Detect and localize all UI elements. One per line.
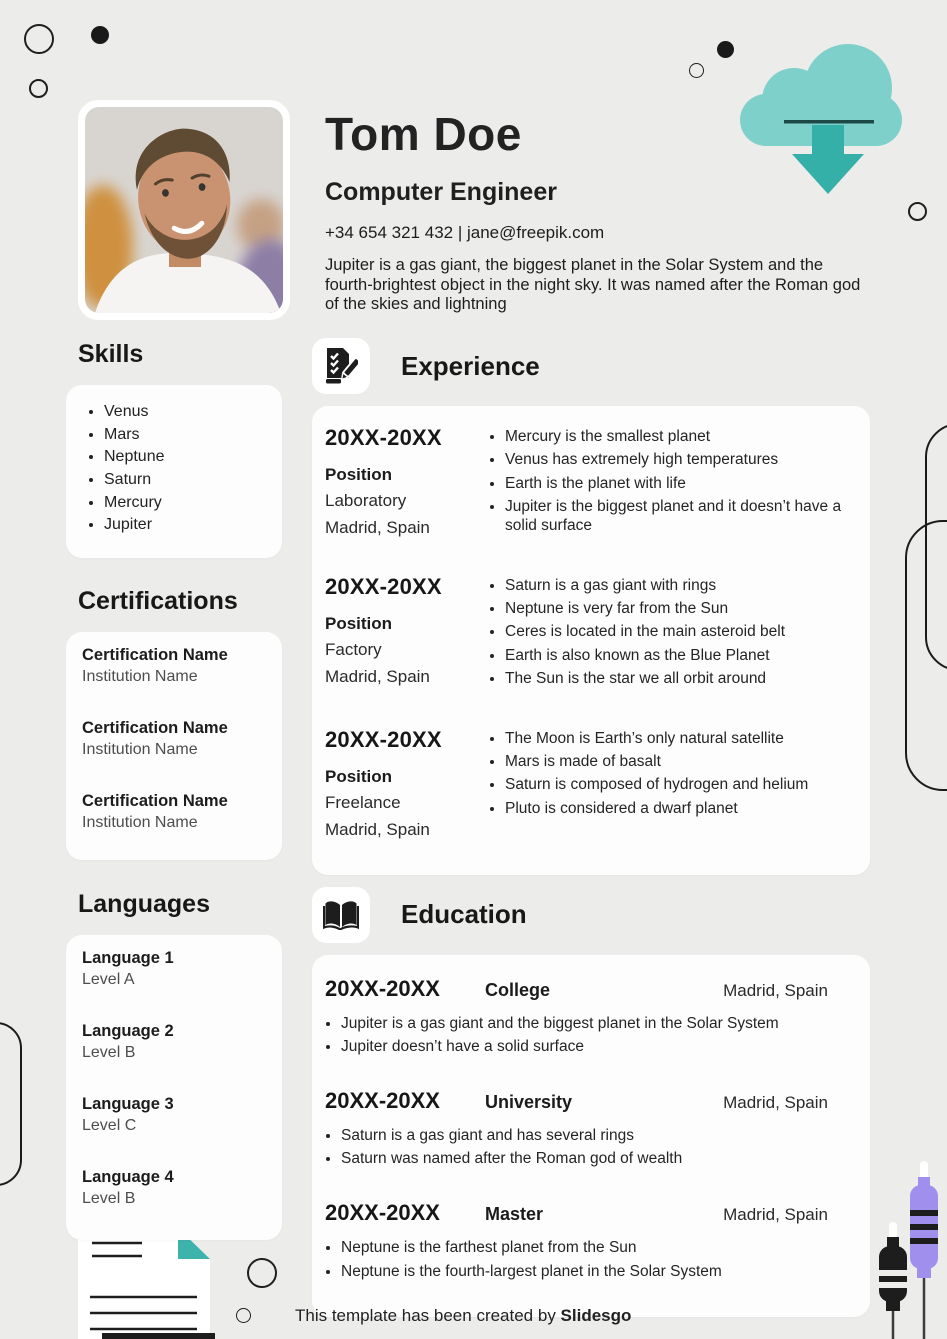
job-title: Computer Engineer xyxy=(325,178,557,207)
footer-brand: Slidesgo xyxy=(560,1306,632,1325)
certification-name: Certification Name xyxy=(82,719,228,738)
education-entry xyxy=(325,1200,828,1281)
education-bullet: • Jupiter is a gas giant and the biggest planet in the Solar System xyxy=(341,1015,828,1034)
page-title-name: Tom Doe xyxy=(325,108,522,160)
experience-workplace: Laboratory xyxy=(325,491,407,510)
experience-location: Madrid, Spain xyxy=(325,518,430,537)
profile-summary: Jupiter is a gas giant, the biggest planet in the Solar System and the fourth-brightest object in the night sky. It was named after the Roman god of the skies and lightning xyxy=(325,256,861,314)
certification-name: Certification Name xyxy=(82,792,228,811)
experience-entry xyxy=(325,574,854,694)
open-book-icon xyxy=(312,887,370,943)
skill-item: • Mars xyxy=(104,425,270,444)
institution-name: Institution Name xyxy=(82,741,198,759)
experience-workplace: Freelance xyxy=(325,792,401,812)
language-name: Language 1 xyxy=(82,949,174,968)
circle-outline-decoration xyxy=(236,1308,251,1323)
checklist-pencil-icon xyxy=(312,338,370,394)
experience-workplace: Factory xyxy=(325,639,382,659)
skills-title: Skills xyxy=(78,340,144,368)
experience-entry xyxy=(325,727,854,840)
education-entry-header xyxy=(325,1200,828,1226)
education-entry xyxy=(325,1088,828,1169)
experience-dates: 20XX-20XX xyxy=(325,726,442,752)
experience-entry-meta xyxy=(325,574,488,694)
language-name: Language 2 xyxy=(82,1022,174,1041)
experience-bullet-list xyxy=(488,574,854,694)
education-degree: Master xyxy=(485,1204,544,1225)
circle-outline-decoration xyxy=(908,202,927,221)
profile-photo xyxy=(78,100,290,320)
experience-position-label: Position xyxy=(325,613,393,633)
education-dates: 20XX-20XX xyxy=(325,1087,440,1113)
experience-bullet-list xyxy=(488,727,854,840)
experience-bullet: • Earth is the planet with life xyxy=(505,475,854,494)
skills-list xyxy=(80,402,270,535)
experience-bullet-list xyxy=(488,425,854,541)
education-degree: College xyxy=(485,979,551,1000)
experience-bullet: • Saturn is a gas giant with rings xyxy=(505,577,854,596)
certification-item xyxy=(82,719,270,759)
education-entry xyxy=(325,976,828,1057)
experience-header xyxy=(312,338,870,394)
education-bullet: • Neptune is the fourth-largest planet in the Solar System xyxy=(341,1263,828,1282)
experience-title: Experience xyxy=(401,350,540,381)
dot-decoration xyxy=(717,41,734,58)
certifications-title: Certifications xyxy=(78,587,238,616)
language-item xyxy=(82,1022,270,1062)
rounded-rect-decoration xyxy=(905,520,947,791)
footer-credit xyxy=(295,1306,631,1326)
cable-plug-icon xyxy=(868,1158,947,1339)
experience-bullet: • Mars is made of basalt xyxy=(505,753,854,772)
experience-bullet: • Pluto is considered a dwarf planet xyxy=(505,800,854,819)
education-dates: 20XX-20XX xyxy=(325,975,440,1001)
education-dates: 20XX-20XX xyxy=(325,1200,440,1226)
education-section xyxy=(312,887,870,1317)
experience-bullet: • Earth is also known as the Blue Planet xyxy=(505,647,854,666)
skill-item: • Saturn xyxy=(104,470,270,489)
experience-bullet: • The Moon is Earth’s only natural satellite xyxy=(505,730,854,749)
education-location: Madrid, Spain xyxy=(723,1092,828,1112)
contact-line: +34 654 321 432 | jane@freepik.com xyxy=(325,223,605,243)
education-bullet: • Neptune is the farthest planet from the Sun xyxy=(341,1239,828,1258)
education-entry-header xyxy=(325,1088,828,1114)
certification-item xyxy=(82,646,270,686)
education-card xyxy=(312,955,870,1317)
language-item xyxy=(82,1095,270,1135)
dot-decoration xyxy=(91,26,109,44)
education-bullet-list xyxy=(325,1012,828,1057)
experience-position-label: Position xyxy=(325,766,393,786)
language-item xyxy=(82,1168,270,1208)
experience-dates: 20XX-20XX xyxy=(325,573,442,599)
languages-section xyxy=(66,890,282,1240)
language-level: Level A xyxy=(82,971,135,989)
education-title: Education xyxy=(401,899,527,930)
education-entry-header xyxy=(325,976,828,1002)
skill-item: • Venus xyxy=(104,402,270,421)
sidebar xyxy=(66,340,282,1240)
language-level: Level B xyxy=(82,1190,136,1208)
education-location: Madrid, Spain xyxy=(723,980,828,1000)
experience-bullet: • Venus has extremely high temperatures xyxy=(505,451,854,470)
skill-item: • Neptune xyxy=(104,447,270,466)
education-bullet: • Saturn was named after the Roman god of wealth xyxy=(341,1150,828,1169)
languages-card xyxy=(66,935,282,1240)
skill-item: • Jupiter xyxy=(104,515,270,534)
experience-bullet: • Neptune is very far from the Sun xyxy=(505,600,854,619)
circle-outline-decoration xyxy=(29,79,48,98)
certifications-section xyxy=(66,587,282,860)
experience-card xyxy=(312,406,870,875)
education-degree: University xyxy=(485,1091,573,1112)
rounded-rect-decoration xyxy=(0,1022,22,1186)
footer-credit-text: This template has been created by xyxy=(295,1306,561,1325)
experience-bullet: • The Sun is the star we all orbit around xyxy=(505,670,854,689)
circle-outline-decoration xyxy=(24,24,54,54)
circle-outline-decoration xyxy=(689,63,704,78)
languages-title: Languages xyxy=(78,890,210,919)
education-bullet-list xyxy=(325,1124,828,1169)
education-bullet: • Saturn is a gas giant and has several rings xyxy=(341,1127,828,1146)
experience-entry-meta xyxy=(325,727,488,840)
institution-name: Institution Name xyxy=(82,814,198,832)
experience-bullet: • Saturn is composed of hydrogen and helium xyxy=(505,776,854,795)
certification-item xyxy=(82,792,270,832)
experience-entry xyxy=(325,425,854,541)
experience-bullet: • Mercury is the smallest planet xyxy=(505,428,854,447)
skill-item: • Mercury xyxy=(104,493,270,512)
skills-section xyxy=(66,340,282,558)
experience-dates: 20XX-20XX xyxy=(325,425,442,450)
experience-bullet: • Jupiter is the biggest planet and it doesn’t have a solid surface xyxy=(505,498,854,536)
education-header xyxy=(312,887,870,943)
institution-name: Institution Name xyxy=(82,668,198,686)
language-item xyxy=(82,949,270,989)
experience-entry-meta xyxy=(325,425,488,541)
certifications-card xyxy=(66,632,282,860)
education-bullet-list xyxy=(325,1236,828,1281)
language-name: Language 3 xyxy=(82,1095,174,1114)
circle-outline-decoration xyxy=(247,1258,277,1288)
education-bullet: • Jupiter doesn’t have a solid surface xyxy=(341,1038,828,1057)
experience-position-label: Position xyxy=(325,465,393,484)
language-name: Language 4 xyxy=(82,1168,174,1187)
experience-location: Madrid, Spain xyxy=(325,819,430,839)
experience-bullet: • Ceres is located in the main asteroid belt xyxy=(505,623,854,642)
document-sheet-icon xyxy=(78,1226,218,1339)
language-level: Level B xyxy=(82,1044,136,1062)
language-level: Level C xyxy=(82,1117,137,1135)
experience-section xyxy=(312,338,870,875)
certification-name: Certification Name xyxy=(82,646,228,665)
education-location: Madrid, Spain xyxy=(723,1205,828,1225)
experience-location: Madrid, Spain xyxy=(325,666,430,686)
skills-card xyxy=(66,385,282,558)
main-content xyxy=(312,338,870,1317)
